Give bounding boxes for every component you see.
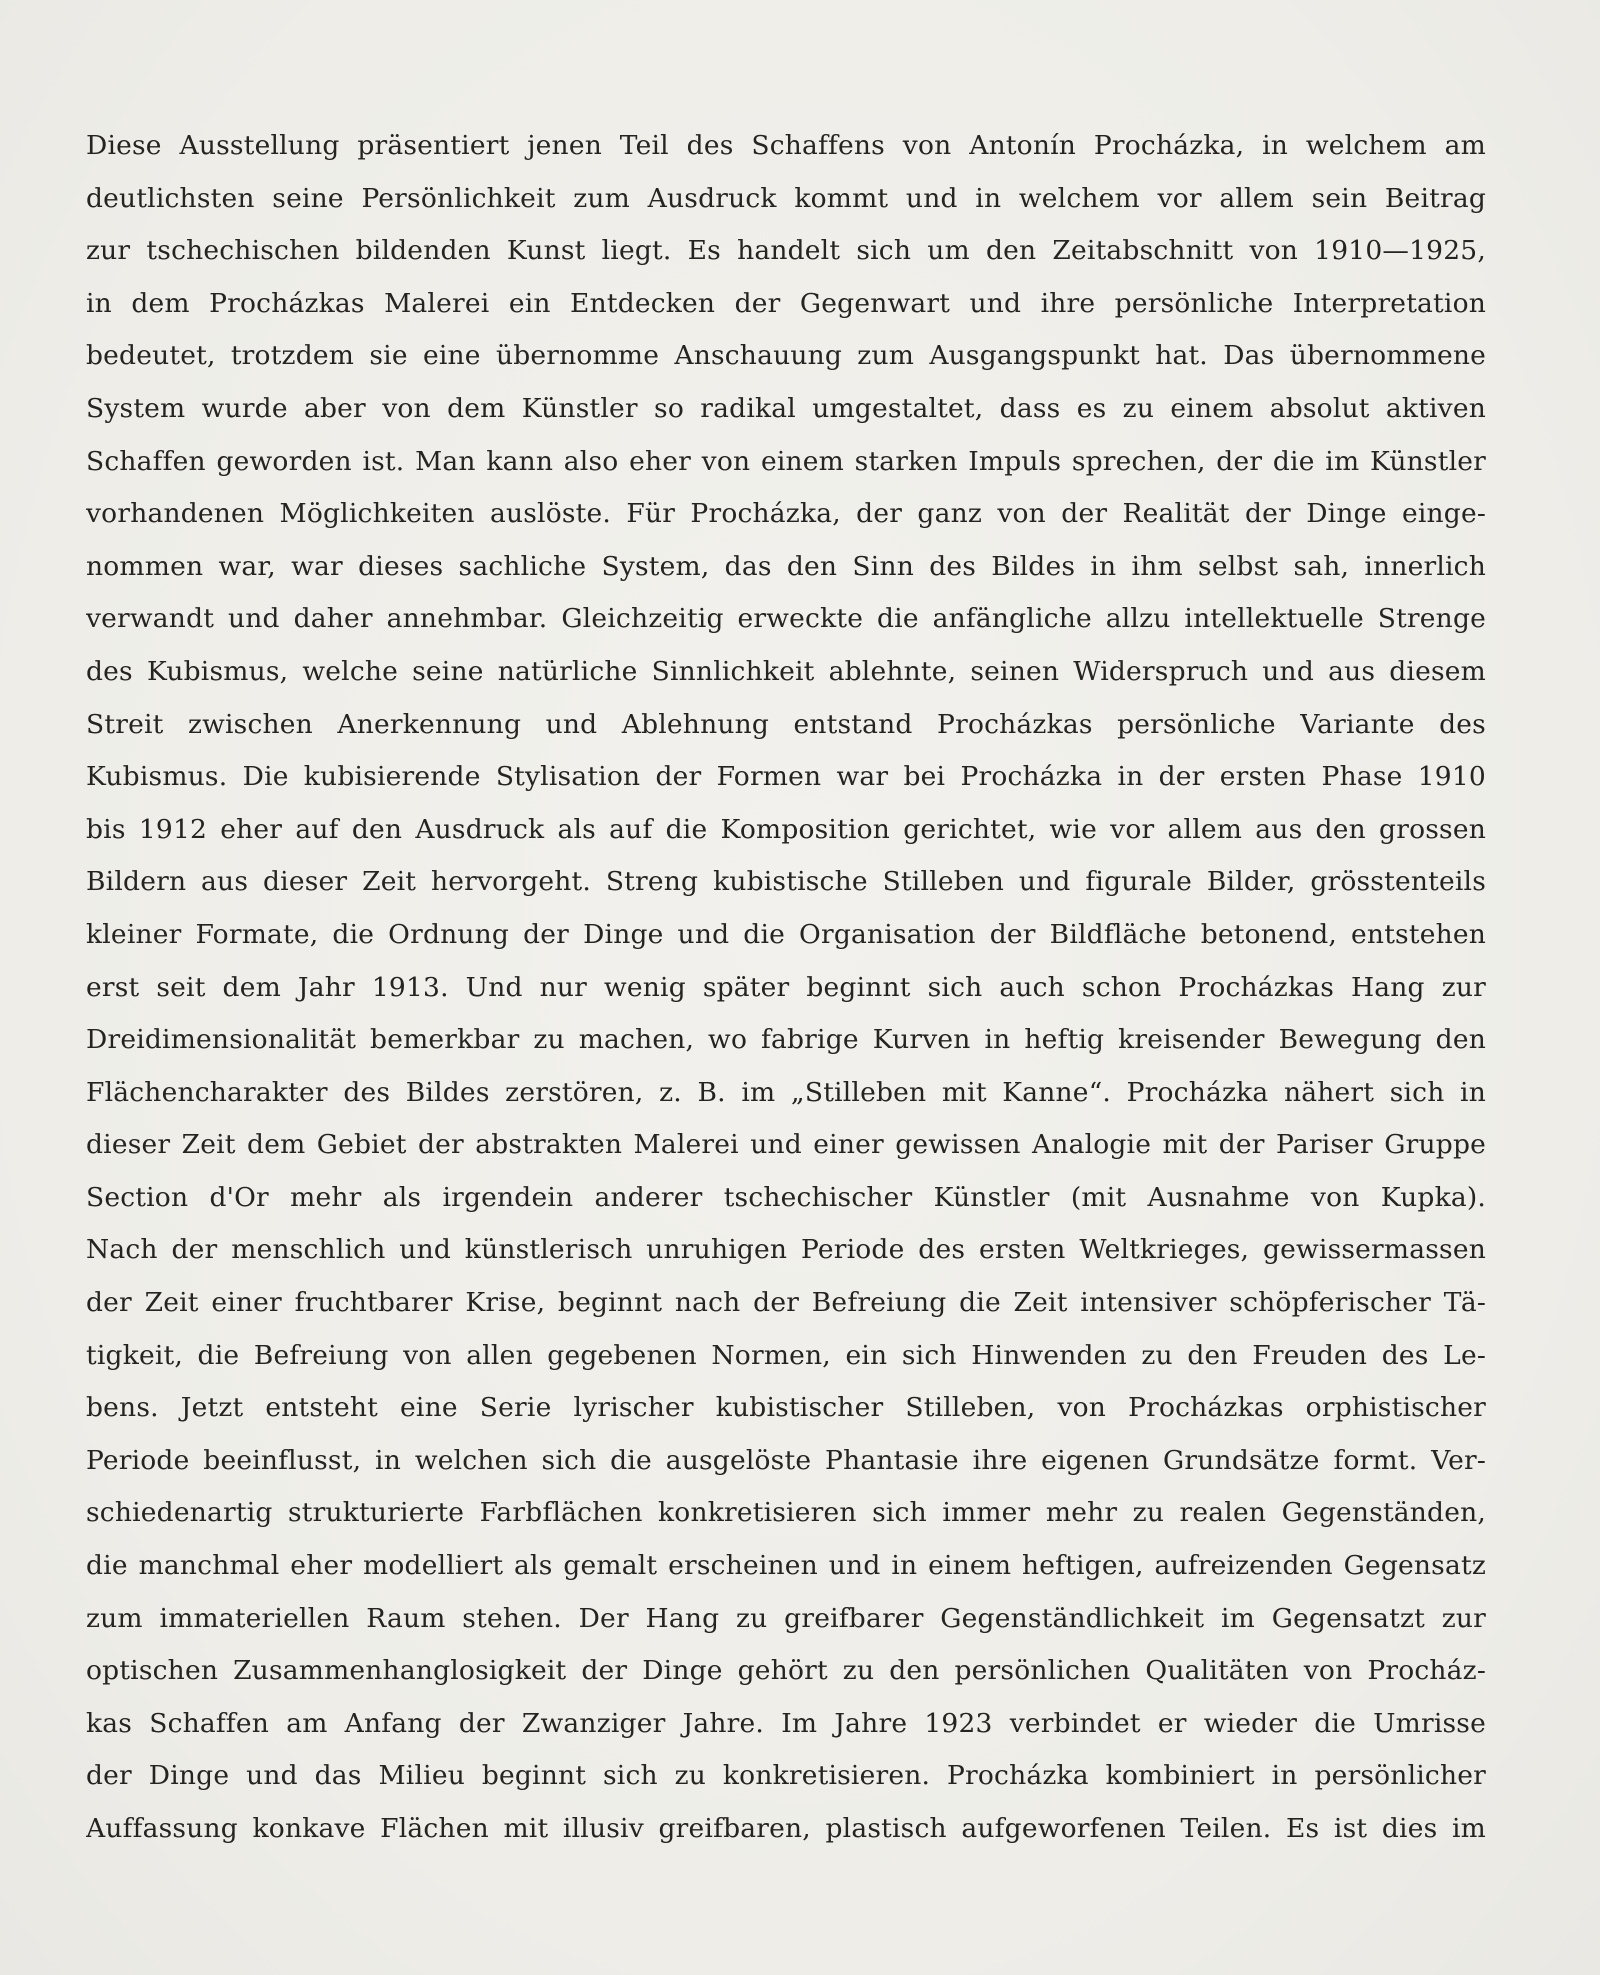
text-line: der Zeit einer fruchtbarer Krise, beginnt nach der Befreiung die Zeit intensiver schöpferischer Tä-	[86, 1287, 1486, 1319]
text-line: erst seit dem Jahr 1913. Und nur wenig später beginnt sich auch schon Procházkas Hang zur	[86, 971, 1486, 1003]
text-line: schiedenartig strukturierte Farbflächen konkretisieren sich immer mehr zu realen Gegenständen,	[86, 1497, 1486, 1529]
text-line: der Dinge und das Milieu beginnt sich zu konkretisieren. Procházka kombiniert in persönlicher	[86, 1760, 1486, 1792]
text-line: bedeutet, trotzdem sie eine übernomme Anschauung zum Ausgangspunkt hat. Das übernommene	[86, 340, 1486, 372]
text-line: zur tschechischen bildenden Kunst liegt. Es handelt sich um den Zeitabschnitt von 1910—1925,	[86, 235, 1486, 267]
text-line: die manchmal eher modelliert als gemalt erscheinen und in einem heftigen, aufreizenden Gegensatz	[86, 1550, 1486, 1582]
text-line: kas Schaffen am Anfang der Zwanziger Jahre. Im Jahre 1923 verbindet er wieder die Umrisse	[86, 1707, 1486, 1739]
text-line: Periode beeinflusst, in welchen sich die ausgelöste Phantasie ihre eigenen Grundsätze formt. Ver-	[86, 1444, 1486, 1476]
text-line: Bildern aus dieser Zeit hervorgeht. Streng kubistische Stilleben und figurale Bilder, grösstenteils	[86, 866, 1486, 898]
text-line: kleiner Formate, die Ordnung der Dinge und die Organisation der Bildfläche betonend, entstehen	[86, 918, 1486, 950]
text-line: Auffassung konkave Flächen mit illusiv greifbaren, plastisch aufgeworfenen Teilen. Es ist dies im	[86, 1813, 1486, 1844]
text-line: Schaffen geworden ist. Man kann also eher von einem starken Impuls sprechen, der die im Künstler	[86, 445, 1486, 477]
text-line: System wurde aber von dem Künstler so radikal umgestaltet, dass es zu einem absolut aktiven	[86, 392, 1486, 424]
text-line: bis 1912 eher auf den Ausdruck als auf die Komposition gerichtet, wie vor allem aus den grossen	[86, 813, 1486, 845]
text-line: Dreidimensionalität bemerkbar zu machen, wo fabrige Kurven in heftig kreisender Bewegung den	[86, 1024, 1486, 1056]
text-line: zum immateriellen Raum stehen. Der Hang zu greifbarer Gegenständlichkeit im Gegensatzt zur	[86, 1602, 1486, 1634]
text-line: Section d'Or mehr als irgendein anderer tschechischer Künstler (mit Ausnahme von Kupka).	[86, 1181, 1486, 1213]
text-line: des Kubismus, welche seine natürliche Sinnlichkeit ablehnte, seinen Widerspruch und aus diesem	[86, 655, 1486, 687]
text-line: Diese Ausstellung präsentiert jenen Teil des Schaffens von Antonín Procházka, in welchem am	[86, 130, 1486, 161]
text-line: Flächencharakter des Bildes zerstören, z. B. im „Stilleben mit Kanne“. Procházka nähert sich in	[86, 1076, 1486, 1108]
text-line: Nach der menschlich und künstlerisch unruhigen Periode des ersten Weltkrieges, gewissermassen	[86, 1234, 1486, 1266]
text-line: vorhandenen Möglichkeiten auslöste. Für Procházka, der ganz von der Realität der Dinge einge-	[86, 498, 1486, 530]
text-line: Streit zwischen Anerkennung und Ablehnung entstand Procházkas persönliche Variante des	[86, 708, 1486, 740]
text-line: tigkeit, die Befreiung von allen gegebenen Normen, ein sich Hinwenden zu den Freuden des Le-	[86, 1339, 1486, 1371]
text-line: dieser Zeit dem Gebiet der abstrakten Malerei und einer gewissen Analogie mit der Pariser Gruppe	[86, 1129, 1486, 1161]
text-line: optischen Zusammenhanglosigkeit der Dinge gehört zu den persönlichen Qualitäten von Procház-	[86, 1655, 1486, 1687]
text-line: in dem Procházkas Malerei ein Entdecken der Gegenwart und ihre persönliche Interpretation	[86, 287, 1486, 319]
text-line: nommen war, war dieses sachliche System, das den Sinn des Bildes in ihm selbst sah, innerlich	[86, 550, 1486, 582]
text-line: deutlichsten seine Persönlichkeit zum Ausdruck kommt und in welchem vor allem sein Beitrag	[86, 182, 1486, 214]
text-line: verwandt und daher annehmbar. Gleichzeitig erweckte die anfängliche allzu intellektuelle Strenge	[86, 603, 1486, 635]
body-text	[86, 120, 1486, 1856]
text-line: bens. Jetzt entsteht eine Serie lyrischer kubistischer Stilleben, von Procházkas orphistischer	[86, 1392, 1486, 1424]
text-line: Kubismus. Die kubisierende Stylisation der Formen war bei Procházka in der ersten Phase 1910	[86, 761, 1486, 793]
